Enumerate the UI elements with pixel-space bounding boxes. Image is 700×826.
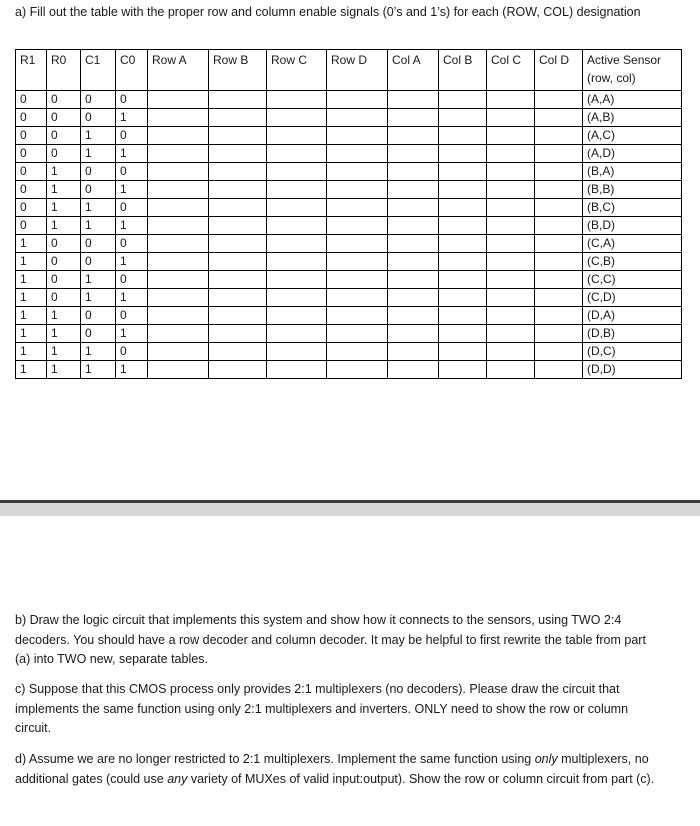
input-bit-cell: 0	[116, 235, 148, 253]
input-bit-cell: 0	[116, 199, 148, 217]
enable-signal-cell	[209, 361, 267, 379]
enable-signal-cell	[327, 361, 388, 379]
enable-signal-cell	[439, 91, 487, 109]
column-header: C0	[116, 50, 148, 91]
enable-signal-cell	[388, 199, 439, 217]
column-header: Row C	[267, 50, 327, 91]
active-sensor-cell: (D,C)	[583, 343, 682, 361]
table-body	[16, 91, 682, 379]
column-header: R0	[47, 50, 81, 91]
input-bit-cell: 1	[16, 271, 47, 289]
input-bit-cell: 1	[81, 199, 116, 217]
enable-signal-cell	[487, 217, 535, 235]
enable-signal-cell	[148, 343, 209, 361]
enable-signal-cell	[267, 109, 327, 127]
enable-signal-cell	[439, 199, 487, 217]
enable-signal-cell	[327, 253, 388, 271]
input-bit-cell: 1	[116, 289, 148, 307]
enable-signal-cell	[535, 253, 583, 271]
active-sensor-cell: (D,A)	[583, 307, 682, 325]
table-row	[16, 109, 682, 127]
enable-signal-cell	[388, 145, 439, 163]
table-row	[16, 235, 682, 253]
active-sensor-cell: (B,A)	[583, 163, 682, 181]
enable-signal-cell	[209, 181, 267, 199]
table-row	[16, 343, 682, 361]
enable-signal-cell	[439, 109, 487, 127]
active-sensor-cell: (D,B)	[583, 325, 682, 343]
input-bit-cell: 0	[81, 163, 116, 181]
enable-signal-cell	[148, 145, 209, 163]
enable-signal-cell	[327, 145, 388, 163]
enable-signal-cell	[209, 163, 267, 181]
column-header: Col A	[388, 50, 439, 91]
enable-signal-cell	[209, 217, 267, 235]
input-bit-cell: 0	[81, 307, 116, 325]
input-bit-cell: 0	[16, 163, 47, 181]
enable-signal-cell	[148, 325, 209, 343]
table-row	[16, 307, 682, 325]
enable-signal-cell	[209, 91, 267, 109]
enable-signal-cell	[388, 307, 439, 325]
input-bit-cell: 0	[47, 91, 81, 109]
input-bit-cell: 1	[116, 217, 148, 235]
enable-signal-cell	[267, 343, 327, 361]
enable-signal-cell	[209, 307, 267, 325]
active-sensor-cell: (B,D)	[583, 217, 682, 235]
active-sensor-cell: (A,A)	[583, 91, 682, 109]
enable-signal-cell	[148, 127, 209, 145]
enable-signal-cell	[439, 289, 487, 307]
enable-signal-cell	[388, 361, 439, 379]
enable-signal-cell	[327, 307, 388, 325]
active-sensor-cell: (C,A)	[583, 235, 682, 253]
enable-signal-cell	[388, 127, 439, 145]
active-sensor-cell: (A,C)	[583, 127, 682, 145]
input-bit-cell: 1	[16, 307, 47, 325]
part-d-text-2: multiplexers, no additional gates (could use	[15, 752, 649, 786]
active-sensor-cell: (B,B)	[583, 181, 682, 199]
enable-signal-cell	[267, 325, 327, 343]
enable-signal-cell	[388, 163, 439, 181]
enable-signal-cell	[148, 91, 209, 109]
input-bit-cell: 1	[116, 325, 148, 343]
enable-signal-cell	[535, 91, 583, 109]
enable-signal-cell	[487, 163, 535, 181]
input-bit-cell: 0	[47, 109, 81, 127]
table-row	[16, 325, 682, 343]
column-header: C1	[81, 50, 116, 91]
enable-signal-cell	[388, 325, 439, 343]
input-bit-cell: 1	[116, 253, 148, 271]
enable-signal-cell	[487, 181, 535, 199]
enable-signal-cell	[209, 127, 267, 145]
input-bit-cell: 1	[81, 127, 116, 145]
table-row	[16, 145, 682, 163]
enable-signal-cell	[267, 271, 327, 289]
enable-signal-cell	[439, 271, 487, 289]
enable-signal-cell	[487, 361, 535, 379]
enable-signal-cell	[267, 253, 327, 271]
enable-signal-cell	[535, 181, 583, 199]
enable-signal-cell	[327, 325, 388, 343]
enable-signal-cell	[148, 361, 209, 379]
enable-signal-cell	[327, 343, 388, 361]
page-divider	[0, 500, 700, 516]
part-d-emphasis-only: only	[534, 752, 558, 766]
enable-signal-cell	[209, 271, 267, 289]
input-bit-cell: 0	[116, 271, 148, 289]
input-bit-cell: 1	[47, 307, 81, 325]
table-row	[16, 127, 682, 145]
input-bit-cell: 1	[116, 181, 148, 199]
enable-signal-cell	[267, 235, 327, 253]
input-bit-cell: 0	[81, 253, 116, 271]
enable-signal-cell	[439, 235, 487, 253]
enable-signal-cell	[267, 307, 327, 325]
enable-signal-cell	[487, 127, 535, 145]
input-bit-cell: 1	[47, 181, 81, 199]
enable-signal-cell	[327, 127, 388, 145]
active-sensor-cell: (C,B)	[583, 253, 682, 271]
enable-signal-cell	[535, 109, 583, 127]
column-header: Row B	[209, 50, 267, 91]
input-bit-cell: 0	[81, 181, 116, 199]
enable-signal-cell	[535, 325, 583, 343]
enable-signal-cell	[388, 109, 439, 127]
input-bit-cell: 0	[16, 181, 47, 199]
enable-signal-cell	[327, 91, 388, 109]
enable-signal-cell	[439, 127, 487, 145]
enable-signal-cell	[327, 289, 388, 307]
input-bit-cell: 1	[47, 343, 81, 361]
input-bit-cell: 1	[16, 325, 47, 343]
enable-signal-table	[15, 49, 682, 379]
part-a-instructions: a) Fill out the table with the proper row and column enable signals (0’s and 1’s) for each (ROW, COL) designation	[15, 5, 641, 19]
enable-signal-cell	[439, 307, 487, 325]
input-bit-cell: 0	[47, 127, 81, 145]
input-bit-cell: 0	[16, 109, 47, 127]
input-bit-cell: 0	[116, 127, 148, 145]
input-bit-cell: 1	[116, 145, 148, 163]
active-sensor-cell: (A,B)	[583, 109, 682, 127]
enable-signal-cell	[388, 343, 439, 361]
part-d-text-3: variety of MUXes of valid input:output). Show the row or column circuit from part (c).	[187, 771, 655, 786]
table-header-row	[16, 50, 682, 91]
enable-signal-cell	[209, 145, 267, 163]
enable-signal-cell	[209, 325, 267, 343]
enable-signal-cell	[487, 343, 535, 361]
enable-signal-cell	[148, 199, 209, 217]
enable-signal-cell	[439, 163, 487, 181]
enable-signal-cell	[439, 343, 487, 361]
enable-signal-cell	[535, 271, 583, 289]
table-row	[16, 163, 682, 181]
enable-signal-cell	[209, 199, 267, 217]
input-bit-cell: 0	[47, 145, 81, 163]
enable-signal-cell	[535, 235, 583, 253]
enable-signal-cell	[535, 199, 583, 217]
input-bit-cell: 0	[116, 163, 148, 181]
enable-signal-cell	[439, 325, 487, 343]
part-d-text-1: d) Assume we are no longer restricted to 2:1 multiplexers. Implement the same function using	[15, 752, 535, 766]
enable-signal-cell	[209, 235, 267, 253]
input-bit-cell: 0	[16, 127, 47, 145]
part-b-instructions: b) Draw the logic circuit that implements this system and show how it connects to the sensors, using TWO 2:4 decoders. You should have a row decoder and column decoder. It may be helpful to first rewrite the table from part (a) into TWO new, separate tables.	[15, 613, 646, 666]
input-bit-cell: 1	[81, 271, 116, 289]
enable-signal-cell	[535, 145, 583, 163]
active-sensor-cell: (A,D)	[583, 145, 682, 163]
input-bit-cell: 1	[116, 109, 148, 127]
enable-signal-cell	[267, 361, 327, 379]
enable-signal-cell	[535, 289, 583, 307]
column-header: Row A	[148, 50, 209, 91]
input-bit-cell: 1	[47, 163, 81, 181]
input-bit-cell: 0	[47, 271, 81, 289]
enable-signal-cell	[535, 163, 583, 181]
table-row	[16, 217, 682, 235]
column-header: Col B	[439, 50, 487, 91]
input-bit-cell: 1	[47, 217, 81, 235]
input-bit-cell: 0	[81, 325, 116, 343]
input-bit-cell: 0	[16, 145, 47, 163]
enable-signal-cell	[209, 289, 267, 307]
input-bit-cell: 0	[81, 235, 116, 253]
input-bit-cell: 1	[81, 289, 116, 307]
part-d-instructions	[15, 750, 655, 789]
enable-signal-cell	[327, 181, 388, 199]
enable-signal-cell	[267, 91, 327, 109]
enable-signal-cell	[267, 127, 327, 145]
enable-signal-cell	[487, 91, 535, 109]
enable-signal-cell	[267, 199, 327, 217]
enable-signal-cell	[267, 181, 327, 199]
part-d-emphasis-any: any	[167, 771, 188, 786]
enable-signal-cell	[388, 253, 439, 271]
enable-signal-cell	[148, 289, 209, 307]
enable-signal-cell	[148, 253, 209, 271]
enable-signal-cell	[487, 289, 535, 307]
enable-signal-cell	[535, 361, 583, 379]
input-bit-cell: 1	[16, 235, 47, 253]
enable-signal-cell	[439, 145, 487, 163]
enable-signal-cell	[209, 109, 267, 127]
enable-signal-cell	[267, 145, 327, 163]
input-bit-cell: 1	[47, 325, 81, 343]
input-bit-cell: 1	[16, 343, 47, 361]
enable-signal-cell	[535, 343, 583, 361]
enable-signal-cell	[267, 289, 327, 307]
enable-signal-cell	[487, 235, 535, 253]
header-active-sensor	[583, 50, 682, 91]
column-header: R1	[16, 50, 47, 91]
part-c-instructions: c) Suppose that this CMOS process only provides 2:1 multiplexers (no decoders). Please draw the circuit that implements the same function using only 2:1 multiplexers and inverters. ONLY need to show the row or column circuit.	[15, 682, 629, 735]
enable-signal-cell	[148, 307, 209, 325]
input-bit-cell: 0	[116, 91, 148, 109]
input-bit-cell: 1	[81, 145, 116, 163]
column-header: Col D	[535, 50, 583, 91]
input-bit-cell: 0	[47, 253, 81, 271]
input-bit-cell: 0	[16, 217, 47, 235]
table-row	[16, 91, 682, 109]
enable-signal-cell	[148, 163, 209, 181]
input-bit-cell: 0	[81, 109, 116, 127]
enable-signal-cell	[327, 217, 388, 235]
active-sensor-label: Active Sensor	[587, 53, 662, 67]
enable-signal-cell	[388, 289, 439, 307]
input-bit-cell: 1	[81, 217, 116, 235]
enable-signal-cell	[388, 217, 439, 235]
input-bit-cell: 1	[47, 361, 81, 379]
enable-signal-cell	[148, 109, 209, 127]
table-row	[16, 253, 682, 271]
input-bit-cell: 1	[16, 289, 47, 307]
column-header: Row D	[327, 50, 388, 91]
input-bit-cell: 1	[47, 199, 81, 217]
input-bit-cell: 0	[47, 235, 81, 253]
enable-signal-cell	[439, 361, 487, 379]
enable-signal-cell	[487, 307, 535, 325]
enable-signal-cell	[388, 235, 439, 253]
enable-signal-cell	[487, 109, 535, 127]
input-bit-cell: 1	[81, 361, 116, 379]
enable-signal-cell	[487, 199, 535, 217]
active-sensor-cell: (B,C)	[583, 199, 682, 217]
enable-signal-cell	[535, 127, 583, 145]
input-bit-cell: 0	[16, 199, 47, 217]
enable-signal-cell	[327, 199, 388, 217]
active-sensor-cell: (D,D)	[583, 361, 682, 379]
table-row	[16, 361, 682, 379]
enable-signal-cell	[388, 91, 439, 109]
active-sensor-sublabel: (row, col)	[587, 71, 636, 85]
enable-signal-cell	[148, 235, 209, 253]
input-bit-cell: 0	[47, 289, 81, 307]
column-header: Col C	[487, 50, 535, 91]
enable-signal-cell	[148, 181, 209, 199]
enable-signal-cell	[487, 253, 535, 271]
enable-signal-cell	[388, 181, 439, 199]
input-bit-cell: 0	[81, 91, 116, 109]
enable-signal-cell	[148, 217, 209, 235]
enable-signal-cell	[487, 271, 535, 289]
enable-signal-cell	[267, 217, 327, 235]
enable-signal-cell	[327, 109, 388, 127]
enable-signal-cell	[388, 271, 439, 289]
input-bit-cell: 0	[16, 91, 47, 109]
input-bit-cell: 1	[16, 361, 47, 379]
enable-signal-cell	[148, 271, 209, 289]
enable-signal-cell	[267, 163, 327, 181]
input-bit-cell: 1	[116, 361, 148, 379]
active-sensor-cell: (C,C)	[583, 271, 682, 289]
enable-signal-cell	[487, 145, 535, 163]
enable-signal-cell	[439, 217, 487, 235]
enable-signal-cell	[535, 307, 583, 325]
enable-signal-cell	[327, 271, 388, 289]
enable-signal-cell	[327, 163, 388, 181]
enable-signal-cell	[535, 217, 583, 235]
enable-signal-cell	[439, 253, 487, 271]
enable-signal-cell	[487, 325, 535, 343]
table-row	[16, 289, 682, 307]
enable-signal-cell	[327, 235, 388, 253]
input-bit-cell: 1	[16, 253, 47, 271]
table-row	[16, 199, 682, 217]
table-row	[16, 271, 682, 289]
table-row	[16, 181, 682, 199]
input-bit-cell: 0	[116, 343, 148, 361]
active-sensor-cell: (C,D)	[583, 289, 682, 307]
enable-signal-cell	[209, 343, 267, 361]
input-bit-cell: 0	[116, 307, 148, 325]
enable-signal-cell	[439, 181, 487, 199]
input-bit-cell: 1	[81, 343, 116, 361]
enable-signal-cell	[209, 253, 267, 271]
